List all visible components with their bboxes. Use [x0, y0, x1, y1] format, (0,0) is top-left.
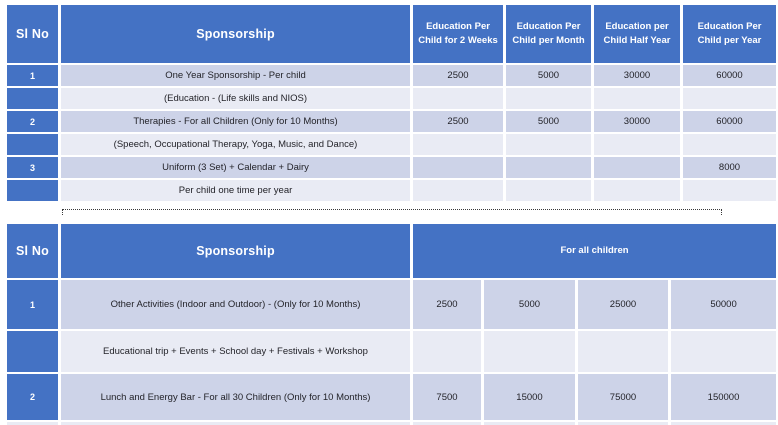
cell-value [670, 330, 778, 373]
cell-value: 5000 [505, 64, 593, 87]
cell-value [412, 421, 483, 425]
cell-slno: 1 [6, 64, 60, 87]
table-row-clipped [6, 421, 778, 425]
table1-header-year: Education Per Child per Year [682, 4, 778, 64]
cell-value: 5000 [505, 110, 593, 133]
cell-value [412, 156, 505, 179]
cell-value [412, 179, 505, 202]
cell-value [412, 87, 505, 110]
table1-header-halfyear: Education per Child Half Year [593, 4, 682, 64]
cell-sponsorship: Educational trip + Events + School day + Festivals + Workshop [60, 330, 412, 373]
cell-value [593, 133, 682, 156]
cell-value: 60000 [682, 110, 778, 133]
cell-value [483, 330, 577, 373]
cell-slno: 1 [6, 279, 60, 330]
cell-value: 15000 [483, 373, 577, 421]
table-row [6, 110, 778, 133]
sponsorship-all-children-table [4, 222, 778, 425]
cell-value: 30000 [593, 110, 682, 133]
cell-value [577, 421, 670, 425]
table1-header-2weeks: Education Per Child for 2 Weeks [412, 4, 505, 64]
cell-slno: 2 [6, 110, 60, 133]
table-row [6, 373, 778, 421]
table1-header-slno: Sl No [6, 4, 60, 64]
cell-slno: 2 [6, 373, 60, 421]
table-row [6, 179, 778, 202]
table-row [6, 330, 778, 373]
cell-value [505, 156, 593, 179]
cell-value [682, 133, 778, 156]
cell-value: 8000 [682, 156, 778, 179]
cell-value: 2500 [412, 279, 483, 330]
cell-slno [6, 133, 60, 156]
table-row [6, 279, 778, 330]
cell-sponsorship: (Speech, Occupational Therapy, Yoga, Music, and Dance) [60, 133, 412, 156]
cell-value: 2500 [412, 64, 505, 87]
cell-sponsorship: Uniform (3 Set) + Calendar + Dairy [60, 156, 412, 179]
cell-slno [6, 179, 60, 202]
table2-header-sponsorship: Sponsorship [60, 223, 412, 279]
cell-slno [6, 330, 60, 373]
cell-sponsorship: (Education - (Life skills and NIOS) [60, 87, 412, 110]
cell-value: 60000 [682, 64, 778, 87]
cell-sponsorship: Per child one time per year [60, 179, 412, 202]
cell-slno [6, 421, 60, 425]
cell-value [593, 179, 682, 202]
cell-value [682, 179, 778, 202]
table-row [6, 156, 778, 179]
table2-header-row [6, 223, 778, 279]
cell-value [505, 179, 593, 202]
cell-value [483, 421, 577, 425]
table-row [6, 87, 778, 110]
cell-sponsorship: Therapies - For all Children (Only for 10 Months) [60, 110, 412, 133]
cell-value: 150000 [670, 373, 778, 421]
cell-value: 5000 [483, 279, 577, 330]
cell-slno [6, 87, 60, 110]
cell-value [682, 87, 778, 110]
cell-value [577, 330, 670, 373]
cell-slno: 3 [6, 156, 60, 179]
cell-value: 2500 [412, 110, 505, 133]
cell-value [593, 156, 682, 179]
cell-value [505, 87, 593, 110]
cell-value [593, 87, 682, 110]
table-row [6, 64, 778, 87]
cell-value [505, 133, 593, 156]
cell-value: 25000 [577, 279, 670, 330]
table2-header-for-all-children: For all children [412, 223, 778, 279]
cell-value: 50000 [670, 279, 778, 330]
cell-value: 75000 [577, 373, 670, 421]
table-row [6, 133, 778, 156]
sponsorship-per-child-table [4, 3, 778, 203]
cell-value [670, 421, 778, 425]
cell-value: 30000 [593, 64, 682, 87]
cell-value [412, 133, 505, 156]
cell-sponsorship [60, 421, 412, 425]
table1-header-sponsorship: Sponsorship [60, 4, 412, 64]
table1-header-month: Education Per Child per Month [505, 4, 593, 64]
copy-marquee-dotted-line [62, 209, 722, 215]
cell-value [412, 330, 483, 373]
cell-sponsorship: Other Activities (Indoor and Outdoor) - (Only for 10 Months) [60, 279, 412, 330]
table2-header-slno: Sl No [6, 223, 60, 279]
table1-header-row [6, 4, 778, 64]
cell-sponsorship: One Year Sponsorship - Per child [60, 64, 412, 87]
cell-sponsorship: Lunch and Energy Bar - For all 30 Children (Only for 10 Months) [60, 373, 412, 421]
cell-value: 7500 [412, 373, 483, 421]
